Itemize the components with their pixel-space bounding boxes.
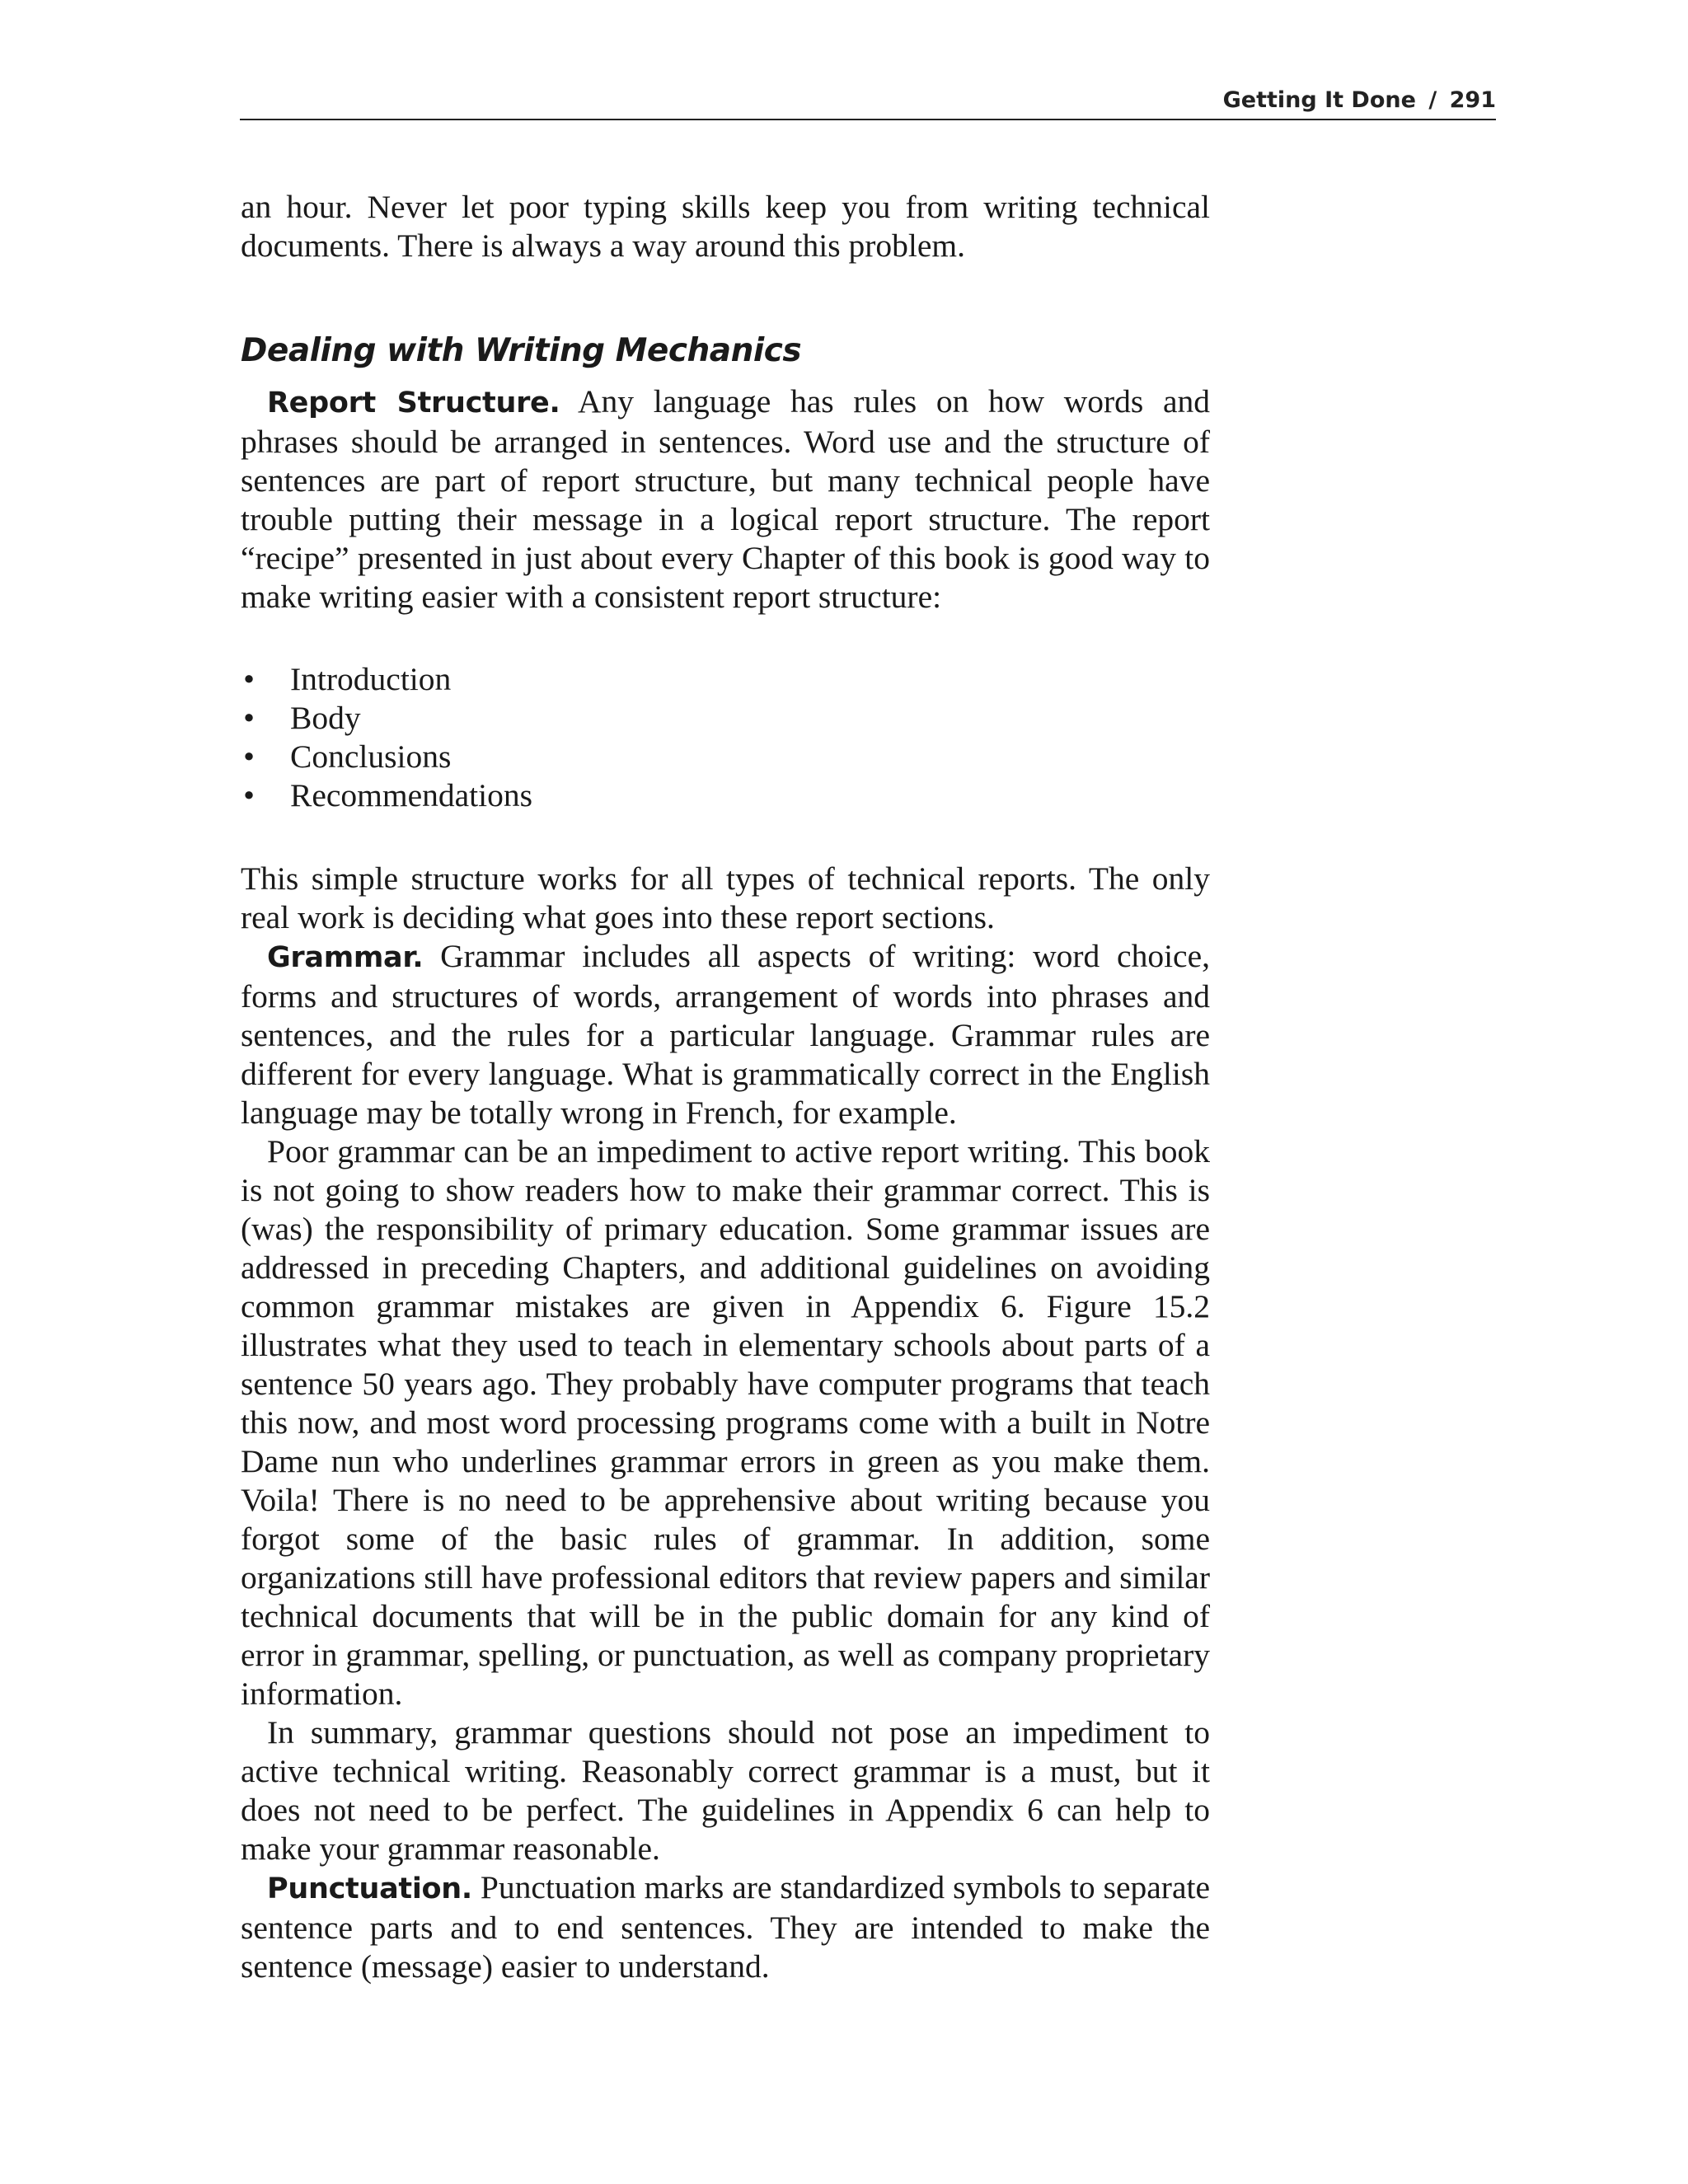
paragraph-punctuation — [241, 1868, 1210, 1986]
bullet-glyph: • — [243, 661, 255, 697]
report-structure-list — [241, 660, 1210, 815]
paragraph-grammar — [241, 937, 1210, 1132]
paragraph-punctuation-text: Punctuation marks are standardized symbols to separate sentence parts and to end sentences. They are intended to make the sentence (message) easier to understand. — [241, 1869, 1210, 1985]
section-heading: Dealing with Writing Mechanics — [241, 332, 802, 369]
bullet-glyph: • — [243, 738, 255, 775]
paragraph-summary: In summary, grammar questions should not pose an impediment to active technical writing. Reasonably correct grammar is a must, but it does not need to be perfect. The guidelines in Appendix 6 can help to make your grammar reasonable. — [241, 1714, 1210, 1867]
list-item — [241, 660, 1210, 699]
runin-heading-grammar: Grammar. — [267, 941, 424, 974]
list-item-text: Body — [290, 700, 361, 736]
list-item-text: Conclusions — [290, 738, 452, 775]
paragraph-continued: an hour. Never let poor typing skills keep you from writing technical documents. There is always a way around this problem. — [241, 189, 1210, 264]
running-head-separator: / — [1428, 87, 1437, 113]
list-item-text: Introduction — [290, 661, 452, 697]
list-item — [241, 776, 1210, 815]
paragraph-report-structure — [241, 382, 1210, 616]
page-body — [241, 188, 1210, 1986]
running-title: Getting It Done — [1222, 87, 1416, 113]
bullet-glyph: • — [243, 777, 255, 813]
page-number: 291 — [1449, 87, 1496, 113]
running-head — [240, 82, 1496, 120]
paragraph-after-list: This simple structure works for all types of technical reports. The only real work is deciding what goes into these report sections. — [241, 860, 1210, 935]
list-item-text: Recommendations — [290, 777, 532, 813]
runin-heading-punctuation: Punctuation. — [267, 1872, 472, 1905]
paragraph-report-structure-text: Any language has rules on how words and phrases should be arranged in sentences. Word use and the structure of sentences are part of report structure, but many technical people have trouble putting their message in a logical report structure. The report “recipe” presented in just about every Chapter of this book is good way to make writing easier with a consistent report structure: — [241, 383, 1211, 615]
bullet-glyph: • — [243, 700, 255, 736]
paragraph-poor-grammar: Poor grammar can be an impediment to active report writing. This book is not going to show readers how to make their grammar correct. This is (was) the responsibility of primary education. Some grammar issues are addressed in preceding Chapters, and additional guidelines on avoiding common grammar mistakes are given in Appendix 6. Figure 15.2 illustrates what they used to teach in elementary schools about parts of a sentence 50 years ago. They probably have computer programs that teach this now, and most word processing programs come with a built in Notre Dame nun who underlines grammar errors in green as you make them. Voila! There is no need to be apprehensive about writing because you forgot some of the basic rules of grammar. In addition, some organizations still have professional editors that review papers and similar technical documents that will be in the public domain for any kind of error in grammar, spelling, or punctuation, as well as company proprietary information. — [241, 1133, 1210, 1712]
paragraph-grammar-text: Grammar includes all aspects of writing: word choice, forms and structures of words, arrangement of words into phrases and sentences, and the rules for a particular language. Grammar rules are different for every language. What is grammatically correct in the English language may be totally wrong in French, for example. — [241, 938, 1210, 1131]
list-item — [241, 738, 1210, 776]
list-item — [241, 699, 1210, 738]
runin-heading-report-structure: Report Structure. — [267, 387, 560, 419]
